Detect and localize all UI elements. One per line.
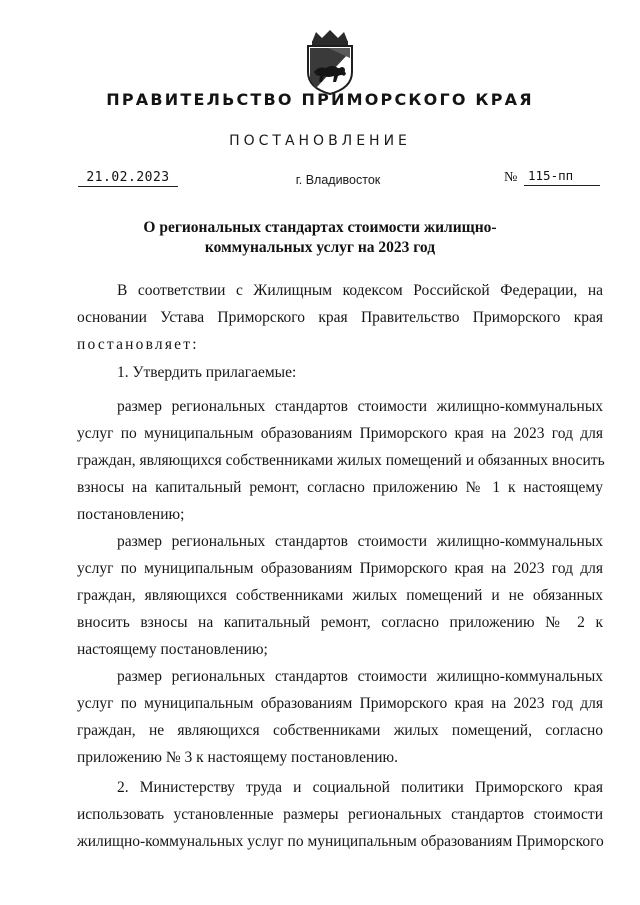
body-line: 2. Министерству труда и социальной политики Приморского края xyxy=(117,779,603,796)
body-line: размер региональных стандартов стоимости жилищно-коммунальных xyxy=(117,668,603,685)
document-city: г. Владивосток xyxy=(295,173,381,187)
body-line: размер региональных стандартов стоимости жилищно-коммунальных xyxy=(117,533,603,550)
body-line: вносить взносы на капитальный ремонт, согласно приложению № 2 к xyxy=(77,614,603,631)
document-number: 115-пп xyxy=(524,168,600,186)
body-line: постановляет: xyxy=(77,336,199,353)
organization-title: ПРАВИТЕЛЬСТВО ПРИМОРСКОГО КРАЯ xyxy=(106,90,534,109)
number-sign: № xyxy=(504,170,518,185)
body-line: услуг по муниципальным образованиям Приморского края на 2023 год для xyxy=(77,560,603,577)
body-line: настоящему постановлению; xyxy=(77,641,268,658)
document-type: ПОСТАНОВЛЕНИЕ xyxy=(229,133,411,149)
body-line: услуг по муниципальным образованиям Приморского края на 2023 год для xyxy=(77,695,603,712)
body-line: постановлению; xyxy=(77,506,185,523)
body-line: граждан, являющихся собственниками жилых помещений и обязанных вносить xyxy=(77,452,605,469)
body-line: размер региональных стандартов стоимости жилищно-коммунальных xyxy=(117,398,603,415)
body-line: основании Устава Приморского края Правительство Приморского края xyxy=(77,309,603,326)
body-line: В соответствии с Жилищным кодексом Российской Федерации, на xyxy=(117,282,603,299)
body-line: жилищно-коммунальных услуг по муниципальным образованиям Приморского xyxy=(77,833,604,850)
coat-of-arms-icon xyxy=(298,28,362,96)
subject-line: О региональных стандартах стоимости жилищно- xyxy=(143,219,497,236)
body-line: использовать установленные размеры региональных стандартов стоимости xyxy=(77,806,603,823)
body-line: услуг по муниципальным образованиям Приморского края на 2023 год для xyxy=(77,425,603,442)
document-number-block xyxy=(504,168,596,188)
body-line: граждан, не являющихся собственниками жилых помещений, согласно xyxy=(77,722,603,739)
subject-line: коммунальных услуг на 2023 год xyxy=(204,239,436,256)
document-date: 21.02.2023 xyxy=(78,170,178,187)
body-line: 1. Утвердить прилагаемые: xyxy=(117,364,297,381)
body-line: взносы на капитальный ремонт, согласно приложению № 1 к настоящему xyxy=(77,479,603,496)
document-meta xyxy=(78,170,598,192)
document-subject xyxy=(100,218,540,258)
body-line: граждан, являющихся собственниками жилых помещений и не обязанных xyxy=(77,587,603,604)
body-line: приложению № 3 к настоящему постановлению. xyxy=(77,749,398,766)
